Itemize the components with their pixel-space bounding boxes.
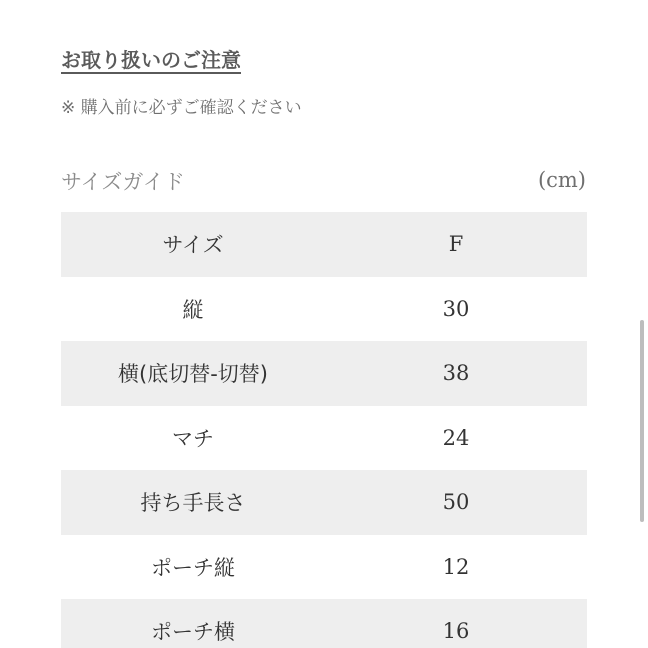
row-label: 横(底切替-切替)	[118, 362, 268, 387]
size-header-label: サイズ	[162, 233, 224, 258]
row-value: 12	[442, 554, 470, 579]
row-label: 持ち手長さ	[140, 491, 246, 516]
table-row	[61, 599, 587, 648]
row-value: 16	[442, 619, 470, 644]
table-row	[61, 535, 587, 600]
size-guide-title: サイズガイド	[61, 170, 185, 194]
row-value: 50	[442, 490, 470, 515]
scrollbar-thumb[interactable]	[640, 320, 644, 522]
table-header-row	[61, 212, 587, 277]
table-row	[61, 470, 587, 535]
size-header-value: F	[448, 232, 464, 257]
row-label: 縦	[182, 297, 204, 322]
table-row	[61, 341, 587, 406]
table-row	[61, 406, 587, 471]
size-table	[61, 212, 587, 648]
care-instructions-link[interactable]: お取り扱いのご注意	[61, 48, 241, 72]
row-label: マチ	[172, 426, 214, 451]
row-value: 24	[442, 425, 470, 450]
row-label: ポーチ横	[151, 620, 235, 645]
row-value: 30	[442, 296, 470, 321]
row-label: ポーチ縦	[151, 555, 235, 580]
table-row	[61, 277, 587, 342]
row-value: 38	[442, 361, 470, 386]
unit-label: (cm)	[537, 168, 586, 192]
purchase-note: ※ 購入前に必ずご確認ください	[61, 98, 302, 118]
